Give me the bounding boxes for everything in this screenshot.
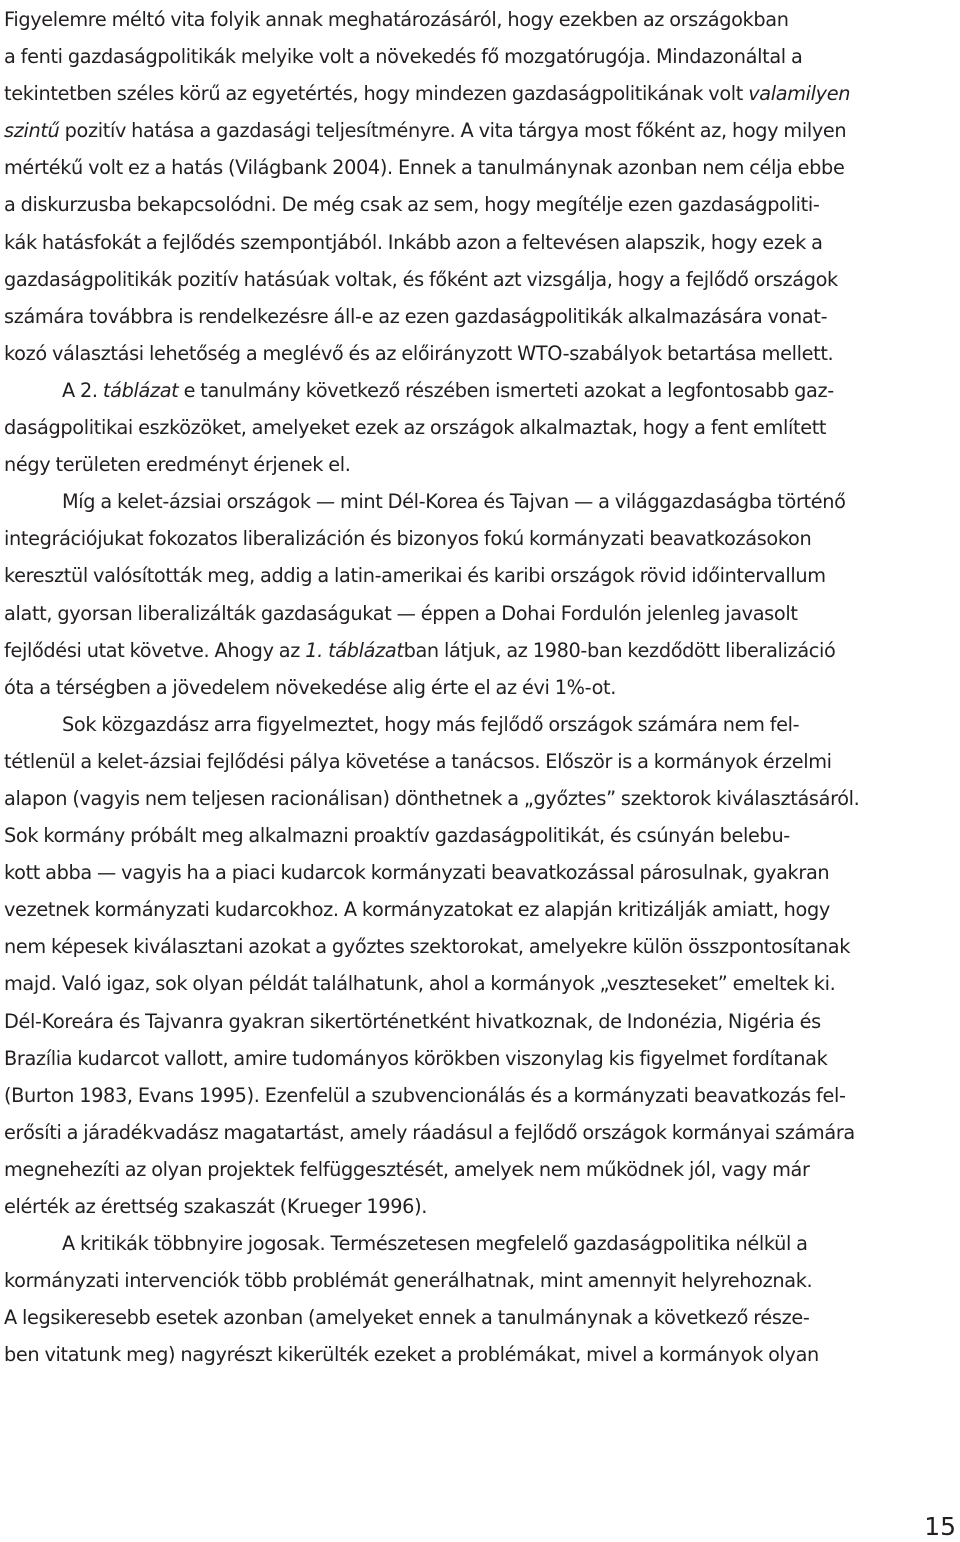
text-line <box>4 261 922 298</box>
text-line <box>4 372 922 409</box>
text-segment: Míg a kelet-ázsiai országok — mint Dél-Korea és Tajvan — a világgazdaságba történő <box>62 490 846 514</box>
text-line <box>4 706 922 743</box>
text-line <box>4 186 922 223</box>
body-text <box>4 1 922 1373</box>
text-line <box>4 1040 922 1077</box>
text-segment: tekintetben széles körű az egyetértés, hogy mindezen gazdaságpolitikának volt <box>4 82 749 106</box>
text-segment: tétlenül a kelet-ázsiai fejlődési pálya követése a tanácsos. Először is a kormányok érzelmi <box>4 749 832 773</box>
text-segment: kormányzati intervenciók több problémát generálhatnak, mint amennyit helyrehoznak. <box>4 1269 813 1293</box>
text-segment: A kritikák többnyire jogosak. Természetesen megfelelő gazdaságpolitika nélkül a <box>62 1232 808 1256</box>
text-segment: kozó választási lehetőség a meglévő és az előirányzott WTO-szabályok betartása mellett. <box>4 341 834 365</box>
text-segment: megnehezíti az olyan projektek felfüggesztését, amelyek nem működnek jól, vagy már <box>4 1157 810 1181</box>
text-line <box>4 409 922 446</box>
text-line <box>4 1336 922 1373</box>
text-segment: keresztül valósították meg, addig a latin-amerikai és karibi országok rövid időintervallum <box>4 564 826 588</box>
text-segment: majd. Való igaz, sok olyan példát találhatunk, ahol a kormányok „veszteseket” emeltek ki. <box>4 972 836 996</box>
text-line <box>4 1225 922 1262</box>
text-segment: óta a térségben a jövedelem növekedése alig érte el az évi 1%-ot. <box>4 675 617 699</box>
text-segment: integrációjukat fokozatos liberalizáción és bizonyos fokú kormányzati beavatkozásokon <box>4 527 812 551</box>
text-line <box>4 483 922 520</box>
text-segment: kott abba — vagyis ha a piaci kudarcok kormányzati beavatkozással párosulnak, gyakran <box>4 861 830 885</box>
text-segment: (Burton 1983, Evans 1995). Ezenfelül a szubvencionálás és a kormányzati beavatkozás fel- <box>4 1083 846 1107</box>
page-number: 15 <box>924 1512 956 1541</box>
text-line <box>4 928 922 965</box>
text-segment: kák hatásfokát a fejlődés szempontjából. Inkább azon a feltevésen alapszik, hogy ezek a <box>4 230 823 254</box>
text-line <box>4 854 922 891</box>
italic-text: valamilyen <box>748 82 851 106</box>
italic-text: 1. táblázat <box>305 638 404 662</box>
text-line <box>4 335 922 372</box>
text-line <box>4 965 922 1002</box>
text-line <box>4 1188 922 1225</box>
text-line <box>4 446 922 483</box>
italic-text: szintű <box>4 119 60 143</box>
paragraph <box>4 706 922 1225</box>
text-segment: Sok közgazdász arra figyelmeztet, hogy más fejlődő országok számára nem fel- <box>62 712 800 736</box>
text-segment: négy területen eredményt érjenek el. <box>4 453 351 477</box>
text-line <box>4 891 922 928</box>
text-line <box>4 669 922 706</box>
text-line <box>4 75 922 112</box>
text-line <box>4 817 922 854</box>
text-segment: erősíti a járadékvadász magatartást, amely ráadásul a fejlődő országok kormányai számára <box>4 1120 855 1144</box>
text-segment: Brazília kudarcot vallott, amire tudományos körökben viszonylag kis figyelmet fordítanak <box>4 1046 828 1070</box>
text-line <box>4 1 922 38</box>
text-segment: daságpolitikai eszközöket, amelyeket ezek az országok alkalmaztak, hogy a fent említett <box>4 416 827 440</box>
text-line <box>4 224 922 261</box>
text-line <box>4 1077 922 1114</box>
text-segment: vezetnek kormányzati kudarcokhoz. A kormányzatokat ez alapján kritizálják amiatt, hogy <box>4 898 830 922</box>
text-segment: fejlődési utat követve. Ahogy az <box>4 638 306 662</box>
text-segment: ban látjuk, az 1980-ban kezdődött liberalizáció <box>403 638 836 662</box>
text-line <box>4 298 922 335</box>
paragraph <box>4 483 922 706</box>
text-line <box>4 112 922 149</box>
text-line <box>4 557 922 594</box>
text-segment: alatt, gyorsan liberalizálták gazdaságukat — éppen a Dohai Fordulón jelenleg javasolt <box>4 601 798 625</box>
paragraph <box>4 1 922 483</box>
text-segment: a diskurzusba bekapcsolódni. De még csak az sem, hogy megítélje ezen gazdaságpoliti- <box>4 193 820 217</box>
text-segment: pozitív hatása a gazdasági teljesítményre. A vita tárgya most főként az, hogy milyen <box>59 119 847 143</box>
text-segment: mértékű volt ez a hatás (Világbank 2004). Ennek a tanulmánynak azonban nem célja ebbe <box>4 156 845 180</box>
text-segment: e tanulmány következő részében ismerteti azokat a legfontosabb gaz- <box>178 378 834 402</box>
text-line <box>4 38 922 75</box>
text-line <box>4 595 922 632</box>
text-line <box>4 1151 922 1188</box>
text-segment: gazdaságpolitikák pozitív hatásúak voltak, és főként azt vizsgálja, hogy a fejlődő országok <box>4 267 838 291</box>
text-segment: Dél-Koreára és Tajvanra gyakran sikertörténetként hivatkoznak, de Indonézia, Nigéria és <box>4 1009 821 1033</box>
italic-text: táblázat <box>102 378 179 402</box>
text-segment: elérték az érettség szakaszát (Krueger 1996). <box>4 1195 428 1218</box>
text-segment: Figyelemre méltó vita folyik annak meghatározásáról, hogy ezekben az országokban <box>4 8 789 31</box>
text-segment: alapon (vagyis nem teljesen racionálisan) dönthetnek a „győztes” szektorok kiválasztásáról. <box>4 786 860 810</box>
text-line <box>4 1299 922 1336</box>
text-segment: nem képesek kiválasztani azokat a győztes szektorokat, amelyekre külön összpontosítanak <box>4 935 851 959</box>
text-line <box>4 780 922 817</box>
text-segment: Sok kormány próbált meg alkalmazni proaktív gazdaságpolitikát, és csúnyán belebu- <box>4 824 790 848</box>
text-line <box>4 1262 922 1299</box>
text-segment: a fenti gazdaságpolitikák melyike volt a növekedés fő mozgatórugója. Mindazonáltal a <box>4 45 803 69</box>
text-line <box>4 520 922 557</box>
paragraph <box>4 1225 922 1373</box>
text-segment: ben vitatunk meg) nagyrészt kikerülték ezeket a problémákat, mivel a kormányok olyan <box>4 1343 819 1367</box>
text-line <box>4 743 922 780</box>
text-line <box>4 632 922 669</box>
text-segment: A legsikeresebb esetek azonban (amelyeket ennek a tanulmánynak a következő része- <box>4 1306 810 1330</box>
text-segment: A 2. <box>62 378 103 402</box>
text-line <box>4 1114 922 1151</box>
text-segment: számára továbbra is rendelkezésre áll-e az ezen gazdaságpolitikák alkalmazására vonat- <box>4 304 828 328</box>
text-line <box>4 1003 922 1040</box>
text-line <box>4 149 922 186</box>
